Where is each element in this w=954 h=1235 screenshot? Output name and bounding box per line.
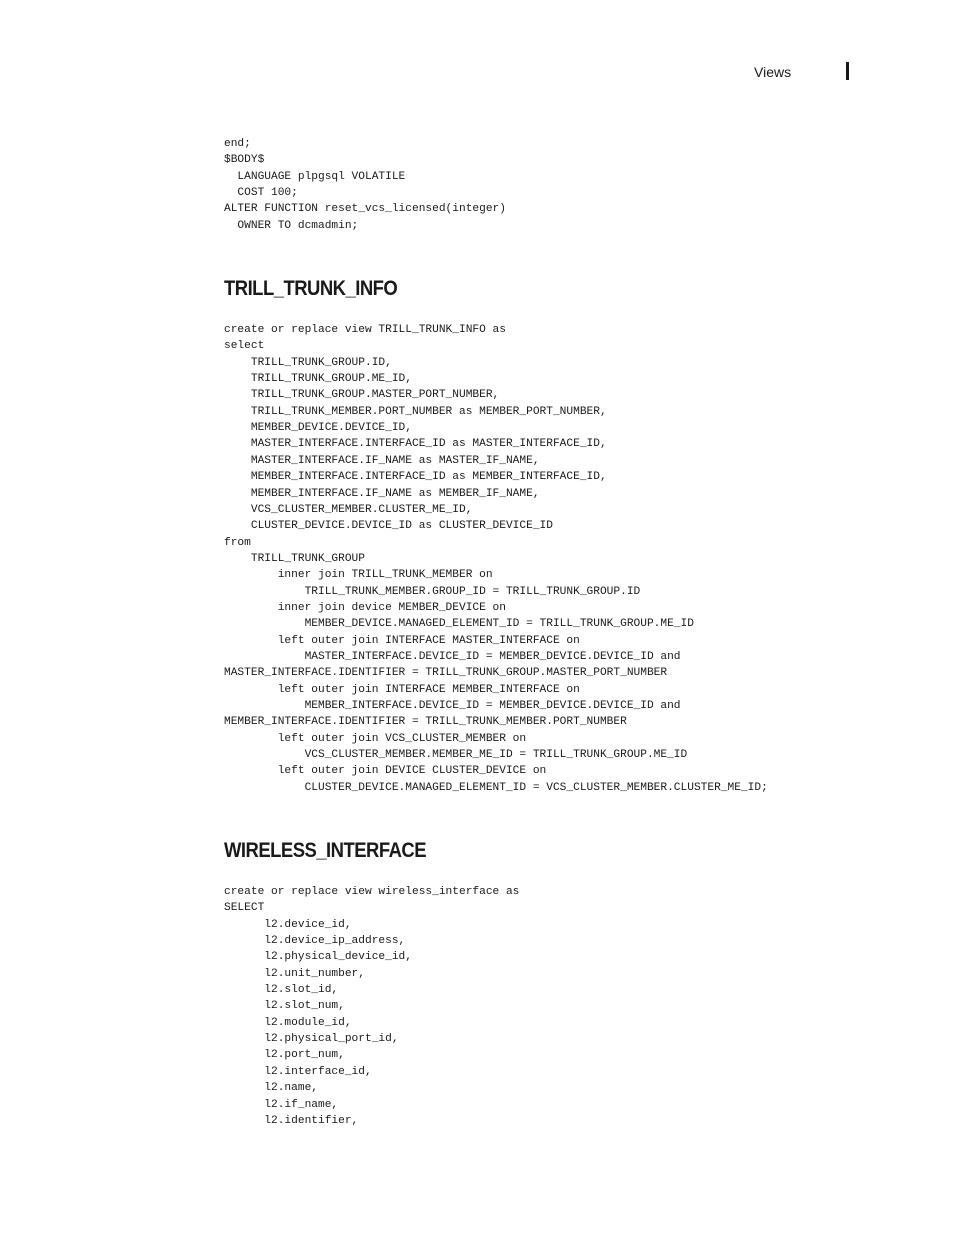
section-title-wireless-interface: WIRELESS_INTERFACE — [224, 839, 427, 863]
page-content — [224, 136, 924, 1129]
code-block-function-tail: end; $BODY$ LANGUAGE plpgsql VOLATILE COST 100; ALTER FUNCTION reset_vcs_licensed(integer) OWNER TO dcmadmin; — [224, 138, 506, 232]
header-bar — [846, 62, 849, 80]
running-header-label: Views — [754, 64, 792, 80]
section-title-trill-trunk-info: TRILL_TRUNK_INFO — [224, 277, 398, 301]
code-block-wireless-interface: create or replace view wireless_interface as SELECT l2.device_id, l2.device_ip_address, l2.physical_device_id, l2.unit_number, l2.slot_id, l2.slot_num, l2.module_id, l2.physical_port_id, l2.port_num, l2.interface_id, l2.name, l2.if_name, l2.identifier, — [224, 886, 520, 1127]
code-block-trill-trunk-info: create or replace view TRILL_TRUNK_INFO as select TRILL_TRUNK_GROUP.ID, TRILL_TRUNK_GROUP.ME_ID, TRILL_TRUNK_GROUP.MASTER_PORT_NUMBER, TRILL_TRUNK_MEMBER.PORT_NUMBER as MEMBER_PORT_NUMBER, MEMBER_DEVICE.DEVICE_ID, MASTER_INTERFACE.INTERFACE_ID as MASTER_INTERFACE_ID, MASTER_INTERFACE.IF_NAME as MASTER_IF_NAME, MEMBER_INTERFACE.INTERFACE_ID as MEMBER_INTERFACE_ID, MEMBER_INTERFACE.IF_NAME as MEMBER_IF_NAME, VCS_CLUSTER_MEMBER.CLUSTER_ME_ID, CLUSTER_DEVICE.DEVICE_ID as CLUSTER_DEVICE_ID from TRILL_TRUNK_GROUP inner join TRILL_TRUNK_MEMBER on TRILL_TRUNK_MEMBER.GROUP_ID = TRILL_TRUNK_GROUP.ID inner join device MEMBER_DEVICE on MEMBER_DEVICE.MANAGED_ELEMENT_ID = TRILL_TRUNK_GROUP.ME_ID left outer join INTERFACE MASTER_INTERFACE on MASTER_INTERFACE.DEVICE_ID = MEMBER_DEVICE.DEVICE_ID and MASTER_INTERFACE.IDENTIFIER = TRILL_TRUNK_GROUP.MASTER_PORT_NUMBER left outer join INTERFACE MEMBER_INTERFACE on MEMBER_INTERFACE.DEVICE_ID = MEMBER_DEVICE.DEVICE_ID and MEMBER_INTERFACE.IDENTIFIER = TRILL_TRUNK_MEMBER.PORT_NUMBER left outer join VCS_CLUSTER_MEMBER on VCS_CLUSTER_MEMBER.MEMBER_ME_ID = TRILL_TRUNK_GROUP.ME_ID left outer join DEVICE CLUSTER_DEVICE on CLUSTER_DEVICE.MANAGED_ELEMENT_ID = VCS_CLUSTER_MEMBER.CLUSTER_ME_ID; — [224, 324, 768, 794]
